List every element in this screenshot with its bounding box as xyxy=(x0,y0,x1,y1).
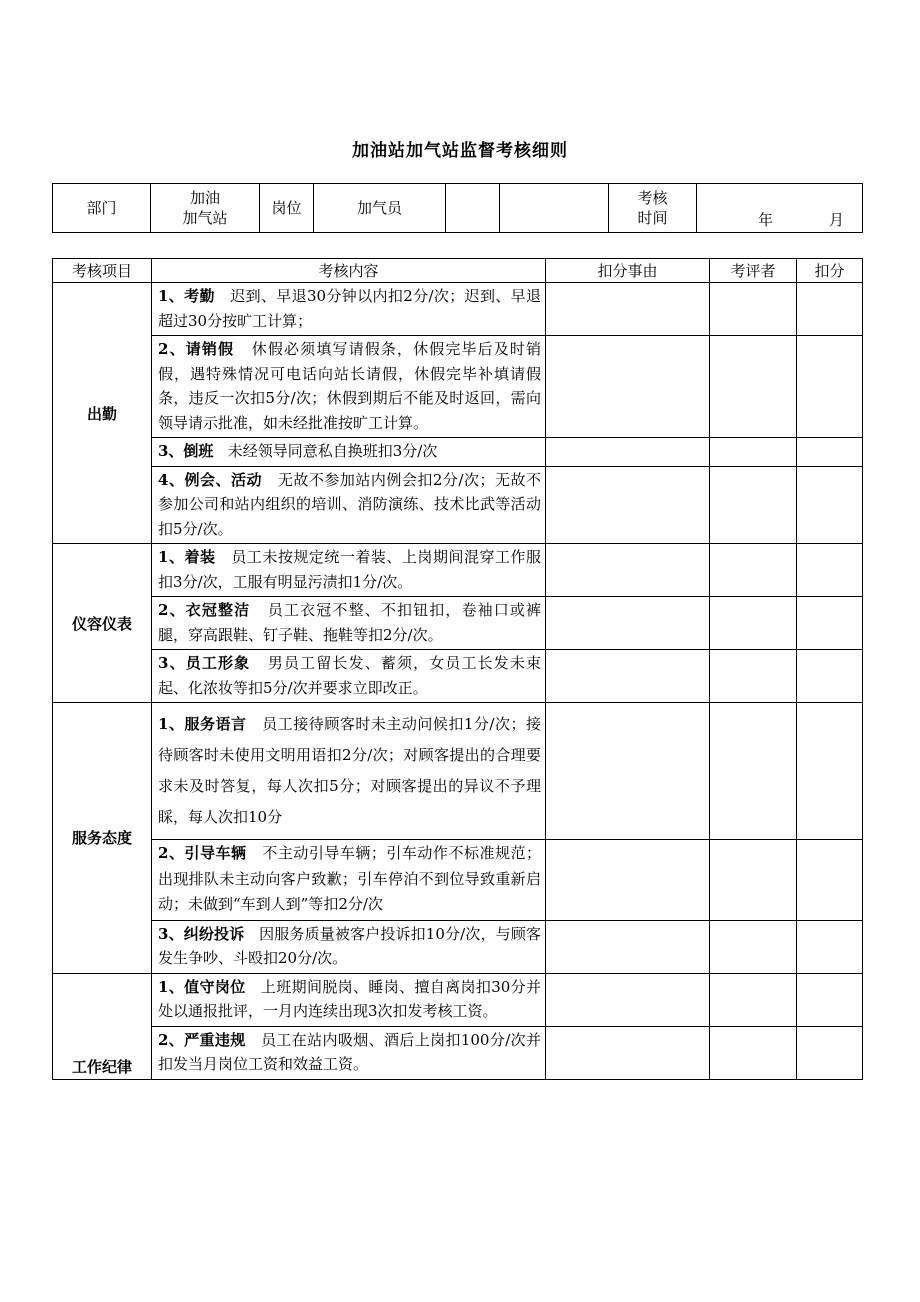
document-title: 加油站加气站监督考核细则 xyxy=(352,141,568,161)
eval-time-label xyxy=(609,184,697,233)
evaluator-cell[interactable] xyxy=(710,973,797,1026)
evaluator-cell[interactable] xyxy=(710,466,797,544)
month-label: 月 xyxy=(828,211,844,229)
rule-text: 未经领导同意私自换班扣3分/次 xyxy=(227,442,438,460)
rule-heading: 4、例会、活动 xyxy=(158,470,262,489)
deduct-cell[interactable] xyxy=(797,973,863,1026)
table-row xyxy=(53,283,863,336)
reason-cell[interactable] xyxy=(546,336,710,438)
section-attendance: 出勤 xyxy=(53,283,152,544)
rule-content xyxy=(152,544,546,597)
table-row xyxy=(53,920,863,973)
table-row xyxy=(53,438,863,467)
table-row xyxy=(53,1026,863,1079)
deduct-cell[interactable] xyxy=(797,1026,863,1079)
post-label: 岗位 xyxy=(260,184,314,233)
rule-heading: 2、严重违规 xyxy=(158,1030,246,1049)
rule-content xyxy=(152,283,546,336)
evaluator-cell[interactable] xyxy=(710,283,797,336)
rule-text: 休假必须填写请假条，休假完毕后及时销假，遇特殊情况可电话向站长请假，休假完毕补填请假条，违反一次扣5分/次；休假到期后不能及时返回，需向领导请示批准，如未经批准按旷工计算。 xyxy=(158,340,541,432)
dept-value-line1: 加油 xyxy=(189,189,220,207)
reason-cell[interactable] xyxy=(546,1026,710,1079)
rule-heading: 3、纠纷投诉 xyxy=(158,924,245,943)
dept-value-line2: 加气站 xyxy=(182,209,228,227)
rule-heading: 3、倒班 xyxy=(158,442,214,460)
evaluator-cell[interactable] xyxy=(710,1026,797,1079)
rule-text: 因服务质量被客户投诉扣10分/次，与顾客发生争吵、斗殴扣20分/次。 xyxy=(158,924,541,967)
rule-heading: 1、着装 xyxy=(158,548,216,566)
reason-cell[interactable] xyxy=(546,597,710,650)
blank-cell xyxy=(446,184,500,233)
deduct-cell[interactable] xyxy=(797,597,863,650)
dept-value xyxy=(151,184,260,233)
rule-text: 员工衣冠不整、不扣钮扣，卷袖口或裤腿，穿高跟鞋、钉子鞋、拖鞋等扣2分/次。 xyxy=(158,601,541,644)
deduct-cell[interactable] xyxy=(797,336,863,438)
post-value: 加气员 xyxy=(314,184,446,233)
reason-cell[interactable] xyxy=(546,466,710,544)
section-service-attitude: 服务态度 xyxy=(53,703,152,974)
evaluator-cell[interactable] xyxy=(710,438,797,467)
deduct-cell[interactable] xyxy=(797,544,863,597)
rule-text: 员工接待顾客时未主动问候扣1分/次；接待顾客时未使用文明用语扣2分/次；对顾客提出的合理要求未及时答复，每人次扣5分；对顾客提出的异议不予理睬，每人次扣10分 xyxy=(158,715,541,826)
table-row xyxy=(53,336,863,438)
rule-content xyxy=(152,650,546,703)
col-header-deduct: 扣分 xyxy=(797,259,863,283)
deduct-cell[interactable] xyxy=(797,438,863,467)
rule-heading: 1、服务语言 xyxy=(158,715,247,733)
rule-heading: 3、员工形象 xyxy=(158,654,251,672)
evaluation-table xyxy=(52,258,863,1080)
rule-content xyxy=(152,1026,546,1079)
rule-content xyxy=(152,597,546,650)
evaluator-cell[interactable] xyxy=(710,650,797,703)
rule-text: 上班期间脱岗、睡岗、擅自离岗扣30分并处以通报批评，一月内连续出现3次扣发考核工资。 xyxy=(158,977,541,1020)
table-row xyxy=(53,973,863,1026)
rule-content xyxy=(152,920,546,973)
rule-text: 不主动引导车辆；引车动作不标准规范；出现排队未主动向客户致歉；引车停泊不到位导致重新启动；未做到“车到人到”等扣2分/次 xyxy=(158,844,541,913)
evaluator-cell[interactable] xyxy=(710,920,797,973)
rule-heading: 1、考勤 xyxy=(158,287,215,305)
section-appearance: 仪容仪表 xyxy=(53,544,152,703)
year-label: 年 xyxy=(757,211,773,229)
deduct-cell[interactable] xyxy=(797,703,863,840)
rule-heading: 2、衣冠整洁 xyxy=(158,601,251,619)
table-header-row xyxy=(53,259,863,283)
evaluator-cell[interactable] xyxy=(710,336,797,438)
reason-cell[interactable] xyxy=(546,438,710,467)
eval-time-label-line1: 考核 xyxy=(637,189,668,207)
reason-cell[interactable] xyxy=(546,283,710,336)
eval-time-value xyxy=(697,184,863,233)
section-work-discipline: 工作纪律 xyxy=(53,973,152,1079)
rule-text: 男员工留长发、蓄须，女员工长发未束起、化浓妆等扣5分/次并要求立即改正。 xyxy=(158,654,541,697)
evaluator-cell[interactable] xyxy=(710,840,797,921)
table-row xyxy=(53,597,863,650)
deduct-cell[interactable] xyxy=(797,840,863,921)
rule-content xyxy=(152,438,546,467)
rule-content xyxy=(152,466,546,544)
reason-cell[interactable] xyxy=(546,920,710,973)
rule-text: 员工在站内吸烟、酒后上岗扣100分/次并扣发当月岗位工资和效益工资。 xyxy=(158,1030,541,1073)
rule-content xyxy=(152,336,546,438)
col-header-item: 考核项目 xyxy=(53,259,152,283)
deduct-cell[interactable] xyxy=(797,650,863,703)
rule-content xyxy=(152,703,546,840)
rule-text: 迟到、早退30分钟以内扣2分/次；迟到、早退超过30分按旷工计算； xyxy=(158,287,542,330)
rule-heading: 2、引导车辆 xyxy=(158,844,247,862)
dept-label: 部门 xyxy=(53,184,151,233)
eval-time-label-line2: 时间 xyxy=(637,209,668,227)
col-header-evaluator: 考评者 xyxy=(710,259,797,283)
reason-cell[interactable] xyxy=(546,703,710,840)
rule-heading: 2、请销假 xyxy=(158,340,235,358)
deduct-cell[interactable] xyxy=(797,466,863,544)
rule-heading: 1、值守岗位 xyxy=(158,977,246,996)
reason-cell[interactable] xyxy=(546,544,710,597)
evaluator-cell[interactable] xyxy=(710,703,797,840)
reason-cell[interactable] xyxy=(546,973,710,1026)
evaluator-cell[interactable] xyxy=(710,597,797,650)
reason-cell[interactable] xyxy=(546,840,710,921)
blank-cell xyxy=(500,184,609,233)
col-header-content: 考核内容 xyxy=(152,259,546,283)
table-row xyxy=(53,650,863,703)
table-row xyxy=(53,544,863,597)
header-info-table xyxy=(52,183,863,233)
rule-content xyxy=(152,973,546,1026)
deduct-cell[interactable] xyxy=(797,283,863,336)
evaluator-cell[interactable] xyxy=(710,544,797,597)
table-row xyxy=(53,703,863,840)
deduct-cell[interactable] xyxy=(797,920,863,973)
col-header-reason: 扣分事由 xyxy=(546,259,710,283)
rule-content xyxy=(152,840,546,921)
rule-text: 员工未按规定统一着装、上岗期间混穿工作服扣3分/次，工服有明显污渍扣1分/次。 xyxy=(158,548,542,591)
table-row xyxy=(53,840,863,921)
reason-cell[interactable] xyxy=(546,650,710,703)
rule-text: 无故不参加站内例会扣2分/次；无故不参加公司和站内组织的培训、消防演练、技术比武等活动扣5分/次。 xyxy=(158,470,541,538)
table-row xyxy=(53,466,863,544)
